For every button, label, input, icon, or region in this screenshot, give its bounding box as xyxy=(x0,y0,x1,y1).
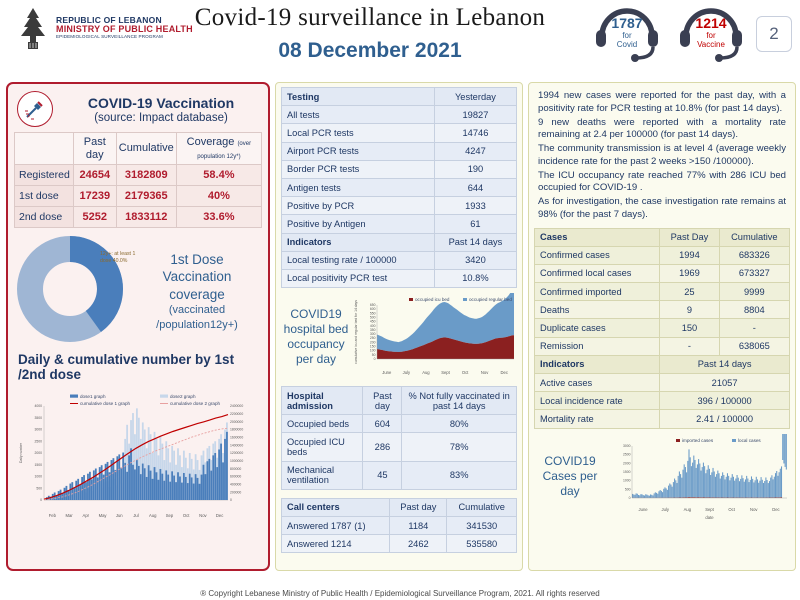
cell-past-day: - xyxy=(660,337,720,355)
cell-pct: 83% xyxy=(402,461,517,489)
testing-table xyxy=(281,87,517,288)
svg-text:Aug: Aug xyxy=(422,370,430,376)
donut-caption-line-3: coverage xyxy=(169,286,225,302)
table-row xyxy=(535,319,790,337)
cell-past-day: 286 xyxy=(363,433,402,461)
dashboard-body xyxy=(0,82,800,580)
cell-pct: 78% xyxy=(402,433,517,461)
col-past-day: Past day xyxy=(73,133,116,165)
row-label: Local PCR tests xyxy=(282,124,435,142)
row-value: 10.8% xyxy=(434,269,516,287)
cell-past-day: 2462 xyxy=(390,535,447,553)
svg-text:400000: 400000 xyxy=(230,482,242,487)
svg-text:2200000: 2200000 xyxy=(230,412,244,417)
cases-chart-svg xyxy=(606,434,790,520)
row-label: Registered xyxy=(15,165,74,186)
cell-past-day: 1969 xyxy=(660,264,720,282)
svg-text:Nov: Nov xyxy=(199,513,207,519)
cases-header-label: Cases xyxy=(535,228,660,246)
row-label: Deaths xyxy=(535,301,660,319)
svg-text:Dec: Dec xyxy=(500,370,508,376)
svg-text:2000: 2000 xyxy=(34,451,42,456)
row-label: Confirmed local cases xyxy=(535,264,660,282)
svg-text:cumulative dose 1 graph: cumulative dose 1 graph xyxy=(80,401,131,407)
cases-col-2: Past Day xyxy=(660,228,720,246)
row-label: Answered 1787 (1) xyxy=(282,517,390,535)
table-row xyxy=(282,269,517,287)
table-row xyxy=(282,142,517,160)
svg-text:500: 500 xyxy=(624,486,631,491)
cell-cumulative: - xyxy=(719,319,789,337)
row-value: 1933 xyxy=(434,197,516,215)
row-value: 21057 xyxy=(660,374,790,392)
svg-text:Dec: Dec xyxy=(215,513,224,519)
row-label: Local testing rate / 100000 xyxy=(282,251,435,269)
svg-text:Aug: Aug xyxy=(149,513,157,519)
title-block xyxy=(150,4,590,63)
cell-cumulative: 673327 xyxy=(719,264,789,282)
row-value: 61 xyxy=(434,215,516,233)
svg-text:Nov: Nov xyxy=(750,506,758,512)
svg-text:local cases: local cases xyxy=(738,437,761,443)
table-row xyxy=(282,160,517,178)
svg-text:0: 0 xyxy=(40,498,42,503)
svg-text:2400000: 2400000 xyxy=(230,404,244,409)
hospital-chart-caption: COVID19 hospital bed occupancy per day xyxy=(283,307,349,367)
row-label: 1st dose xyxy=(15,186,74,207)
table-row xyxy=(535,374,790,392)
table-row xyxy=(535,410,790,428)
cell-cumulative: 3182809 xyxy=(116,165,176,186)
cases-table xyxy=(534,228,790,429)
row-label: 2nd dose xyxy=(15,207,74,228)
row-label: Active cases xyxy=(535,374,660,392)
page-number-badge: 2 xyxy=(756,16,792,52)
svg-text:cumulative icu and regular bed: cumulative icu and regular bed for 14 days xyxy=(354,300,358,365)
hotline-group xyxy=(588,2,792,64)
svg-text:2000000: 2000000 xyxy=(230,420,244,425)
column-vaccination xyxy=(6,82,270,580)
svg-text:650: 650 xyxy=(369,303,376,308)
row-label: Mortality rate xyxy=(535,410,660,428)
hospital-admission-table xyxy=(281,386,517,490)
hospital-bed-chart-svg xyxy=(351,293,517,381)
row-label: Duplicate cases xyxy=(535,319,660,337)
narrative-line: The ICU occupancy rate reached 77% with 286 ICU bed occupied for COVID-19 . xyxy=(538,169,786,194)
row-value: 190 xyxy=(434,160,516,178)
svg-text:May: May xyxy=(98,513,107,519)
row-label: Remission xyxy=(535,337,660,355)
svg-text:Jul: Jul xyxy=(133,513,139,519)
hotline-covid xyxy=(588,2,666,64)
cell-coverage: 33.6% xyxy=(176,207,261,228)
testing-header-label: Testing xyxy=(282,88,435,106)
donut-slice-label: 12y+: at least 1 dose 40.0% xyxy=(100,250,136,264)
svg-text:Oct: Oct xyxy=(728,506,735,512)
donut-caption-line-2: Vaccination xyxy=(162,269,232,285)
donut-caption-line-4: (vaccinated xyxy=(168,304,226,317)
cell-coverage: 58.4% xyxy=(176,165,261,186)
svg-text:0: 0 xyxy=(373,357,376,362)
svg-text:550: 550 xyxy=(369,311,376,316)
cell-past-day: 17239 xyxy=(73,186,116,207)
table-header-row xyxy=(282,498,517,516)
row-label: Positive by PCR xyxy=(282,197,435,215)
svg-text:date: date xyxy=(705,514,714,520)
vaccination-source: (source: Impact database) xyxy=(94,111,228,124)
svg-text:200000: 200000 xyxy=(230,490,242,495)
cedar-tree-icon xyxy=(16,6,50,50)
svg-text:300: 300 xyxy=(369,332,376,337)
table-row xyxy=(535,337,790,355)
cell-cumulative: 9999 xyxy=(719,283,789,301)
svg-text:3000: 3000 xyxy=(34,427,42,432)
admission-col-3: % Not fully vaccinated in past 14 days xyxy=(402,387,517,415)
cell-cumulative: 341530 xyxy=(447,517,517,535)
col-cumulative: Cumulative xyxy=(116,133,176,165)
svg-text:Jun: Jun xyxy=(115,513,123,519)
svg-text:July: July xyxy=(402,370,411,376)
svg-text:1500: 1500 xyxy=(622,469,631,474)
cell-coverage: 40% xyxy=(176,186,261,207)
hotline-topic: Vaccine xyxy=(697,40,725,50)
testing-header-value: Yesterday xyxy=(434,88,516,106)
svg-text:Nov: Nov xyxy=(480,370,489,376)
svg-text:Sept: Sept xyxy=(705,506,714,512)
cases-chart-caption: COVID19 Cases per day xyxy=(542,454,598,499)
svg-text:1500: 1500 xyxy=(34,463,42,468)
coverage-label: Coverage xyxy=(186,136,235,148)
call-centers-table xyxy=(281,498,517,554)
svg-text:250: 250 xyxy=(369,336,376,341)
cases-col-3: Cumulative xyxy=(719,228,789,246)
coverage-donut-chart xyxy=(14,236,262,346)
report-date: 08 December 2021 xyxy=(278,39,462,62)
svg-text:Oct: Oct xyxy=(182,513,190,519)
row-label: Local positivity PCR test xyxy=(282,269,435,287)
indicators-header-row xyxy=(535,355,790,373)
cell-past-day: 150 xyxy=(660,319,720,337)
svg-text:occupied icu bed: occupied icu bed xyxy=(415,297,450,303)
svg-text:500: 500 xyxy=(36,486,42,491)
indicators-header-row xyxy=(282,233,517,251)
svg-text:occupied regular bed: occupied regular bed xyxy=(469,297,512,303)
svg-text:1600000: 1600000 xyxy=(230,435,244,440)
svg-text:Dec: Dec xyxy=(772,506,780,512)
svg-text:1200000: 1200000 xyxy=(230,451,244,456)
row-value: 14746 xyxy=(434,124,516,142)
svg-text:3500: 3500 xyxy=(34,416,42,421)
hotline-number: 1214 xyxy=(695,15,727,32)
row-label: Antigen tests xyxy=(282,178,435,196)
svg-text:150: 150 xyxy=(369,344,376,349)
logo-line-2: MINISTRY OF PUBLIC HEALTH xyxy=(56,23,193,34)
svg-text:50: 50 xyxy=(371,352,376,357)
svg-text:1000000: 1000000 xyxy=(230,459,244,464)
svg-text:Mar: Mar xyxy=(65,513,73,519)
cell-cumulative: 2179365 xyxy=(116,186,176,207)
svg-text:dose2 graph: dose2 graph xyxy=(170,394,196,400)
table-row xyxy=(282,106,517,124)
table-row xyxy=(282,517,517,535)
svg-text:Aug: Aug xyxy=(683,506,692,512)
narrative-line: 1994 new cases were reported for the past day, with a positivity rate for PCR testing at 10.8% (for past 14 days). xyxy=(538,90,786,114)
col-blank xyxy=(15,133,74,165)
svg-text:Sept: Sept xyxy=(441,370,450,376)
hotline-vaccine xyxy=(672,2,750,64)
coverage-note: (over population 12y*) xyxy=(197,141,252,160)
table-header-row xyxy=(282,387,517,415)
cell-cumulative: 1833112 xyxy=(116,207,176,228)
donut-caption-line-1: 1st Dose xyxy=(170,251,224,267)
row-label: Occupied beds xyxy=(282,415,363,433)
row-value: 3420 xyxy=(434,251,516,269)
syringe-glyph xyxy=(23,97,47,121)
table-header-row xyxy=(282,88,517,106)
daily-dose-chart xyxy=(14,384,262,531)
cell-past-day: 5252 xyxy=(73,207,116,228)
donut-caption xyxy=(132,251,262,332)
admission-col-2: Past day xyxy=(363,387,402,415)
row-value: 4247 xyxy=(434,142,516,160)
syringe-icon xyxy=(17,91,53,127)
table-row xyxy=(15,165,262,186)
svg-text:June: June xyxy=(638,506,648,512)
table-row xyxy=(535,264,790,282)
svg-text:dose1 graph: dose1 graph xyxy=(80,394,106,400)
svg-text:0: 0 xyxy=(628,495,631,500)
svg-text:Sep: Sep xyxy=(165,513,174,519)
row-value: 19827 xyxy=(434,106,516,124)
row-label: Answered 1214 xyxy=(282,535,390,553)
column-testing xyxy=(275,82,523,580)
svg-text:200: 200 xyxy=(369,340,376,345)
table-row xyxy=(15,207,262,228)
svg-text:1400000: 1400000 xyxy=(230,443,244,448)
call-header-label: Call centers xyxy=(282,498,390,516)
narrative-line: The community transmission is at level 4 (average weekly incidence rate for the past 2 weeks >150 /100000). xyxy=(538,143,786,167)
svg-text:cumulative dose 2 graph: cumulative dose 2 graph xyxy=(170,401,221,407)
svg-text:3000: 3000 xyxy=(622,443,631,448)
vaccination-header xyxy=(14,89,262,132)
svg-text:450: 450 xyxy=(369,319,376,324)
cases-per-day-chart xyxy=(534,434,790,520)
table-row xyxy=(535,392,790,410)
cell-cumulative: 638065 xyxy=(719,337,789,355)
table-row xyxy=(282,251,517,269)
svg-text:800000: 800000 xyxy=(230,467,242,472)
column-cases xyxy=(528,82,796,580)
row-label: All tests xyxy=(282,106,435,124)
narrative-line: As for investigation, the case investigation rate remains at 98% (for the past 7 days). xyxy=(538,196,786,220)
svg-text:2500: 2500 xyxy=(622,452,631,457)
cell-past-day: 24654 xyxy=(73,165,116,186)
row-label: Occupied ICU beds xyxy=(282,433,363,461)
hotline-for-label: for xyxy=(622,31,632,41)
row-value: 396 / 100000 xyxy=(660,392,790,410)
donut-caption-line-5: /population12y+) xyxy=(156,318,238,331)
hospital-bed-chart xyxy=(281,293,517,381)
svg-text:1000: 1000 xyxy=(622,478,631,483)
row-label: Local incidence rate xyxy=(535,392,660,410)
svg-text:Daily number: Daily number xyxy=(19,443,23,464)
table-row xyxy=(535,283,790,301)
svg-text:June: June xyxy=(382,370,392,376)
cell-past-day: 25 xyxy=(660,283,720,301)
indicators-label: Indicators xyxy=(282,233,435,251)
table-row xyxy=(15,186,262,207)
call-col-3: Cumulative xyxy=(447,498,517,516)
cases-panel xyxy=(528,82,796,571)
indicators-period: Past 14 days xyxy=(434,233,516,251)
svg-text:500: 500 xyxy=(369,315,376,320)
row-label: Mechanical ventilation xyxy=(282,461,363,489)
row-label: Airport PCR tests xyxy=(282,142,435,160)
svg-text:2000: 2000 xyxy=(622,460,631,465)
svg-text:350: 350 xyxy=(369,327,376,332)
cell-cumulative: 683326 xyxy=(719,246,789,264)
row-label: Border PCR tests xyxy=(282,160,435,178)
table-row xyxy=(282,415,517,433)
svg-text:4000: 4000 xyxy=(34,404,42,409)
logo-line-3: EPIDEMIOLOGICAL SURVEILLANCE PROGRAM xyxy=(56,34,163,40)
testing-panel xyxy=(275,82,523,571)
table-row xyxy=(282,197,517,215)
donut-graphic xyxy=(14,235,136,348)
svg-text:Oct: Oct xyxy=(461,370,469,376)
row-label: Positive by Antigen xyxy=(282,215,435,233)
svg-text:imported cases: imported cases xyxy=(682,437,714,443)
page-header xyxy=(0,0,800,82)
cell-cumulative: 535580 xyxy=(447,535,517,553)
vaccination-table xyxy=(14,132,262,228)
logo-line-1: REPUBLIC OF LEBANON xyxy=(56,14,162,25)
cell-pct: 80% xyxy=(402,415,517,433)
svg-text:600: 600 xyxy=(369,307,376,312)
table-row xyxy=(282,433,517,461)
table-row xyxy=(282,124,517,142)
row-value: 2.41 / 100000 xyxy=(660,410,790,428)
indicators-period: Past 14 days xyxy=(660,355,790,373)
svg-text:1000: 1000 xyxy=(34,474,42,479)
svg-text:0: 0 xyxy=(230,498,232,503)
table-header-row xyxy=(535,228,790,246)
svg-text:600000: 600000 xyxy=(230,474,242,479)
table-row xyxy=(535,246,790,264)
hotline-number: 1787 xyxy=(611,15,643,32)
table-row xyxy=(282,461,517,489)
hotline-topic: Covid xyxy=(616,40,638,50)
cell-past-day: 1184 xyxy=(390,517,447,535)
indicators-label: Indicators xyxy=(535,355,660,373)
table-row xyxy=(282,215,517,233)
vaccination-panel xyxy=(6,82,270,571)
svg-text:2500: 2500 xyxy=(34,439,42,444)
hotline-for-label: for xyxy=(706,31,716,41)
svg-text:Apr: Apr xyxy=(82,513,90,519)
col-coverage xyxy=(176,133,261,165)
table-row xyxy=(535,301,790,319)
footer-copyright: ® Copyright Lebanese Ministry of Public Health / Epidemiological Surveillance Program, 2021. All rights reserved xyxy=(200,589,600,598)
table-header-row xyxy=(15,133,262,165)
vaccination-title: COVID-19 Vaccination xyxy=(87,94,235,111)
svg-text:1800000: 1800000 xyxy=(230,427,244,432)
page-title: Covid-19 surveillance in Lebanon xyxy=(194,4,546,31)
svg-text:100: 100 xyxy=(369,348,376,353)
cell-past-day: 604 xyxy=(363,415,402,433)
narrative-summary xyxy=(534,87,790,228)
daily-dose-chart-title: Daily & cumulative number by 1st /2nd dose xyxy=(18,352,235,383)
cell-past-day: 1994 xyxy=(660,246,720,264)
cell-cumulative: 8804 xyxy=(719,301,789,319)
row-value: 644 xyxy=(434,178,516,196)
cell-past-day: 9 xyxy=(660,301,720,319)
narrative-line: 9 new deaths were reported with a mortality rate remaining at 2.4 per 100000 (for past 14 days). xyxy=(538,116,786,141)
daily-dose-chart-svg xyxy=(14,384,264,526)
admission-header-label: Hospital admission xyxy=(282,387,363,415)
row-label: Confirmed cases xyxy=(535,246,660,264)
table-row xyxy=(282,535,517,553)
svg-text:Feb: Feb xyxy=(48,513,56,519)
cell-past-day: 45 xyxy=(363,461,402,489)
table-row xyxy=(282,178,517,196)
svg-text:400: 400 xyxy=(369,323,376,328)
svg-text:July: July xyxy=(661,506,669,512)
row-label: Confirmed imported xyxy=(535,283,660,301)
call-col-2: Past day xyxy=(390,498,447,516)
